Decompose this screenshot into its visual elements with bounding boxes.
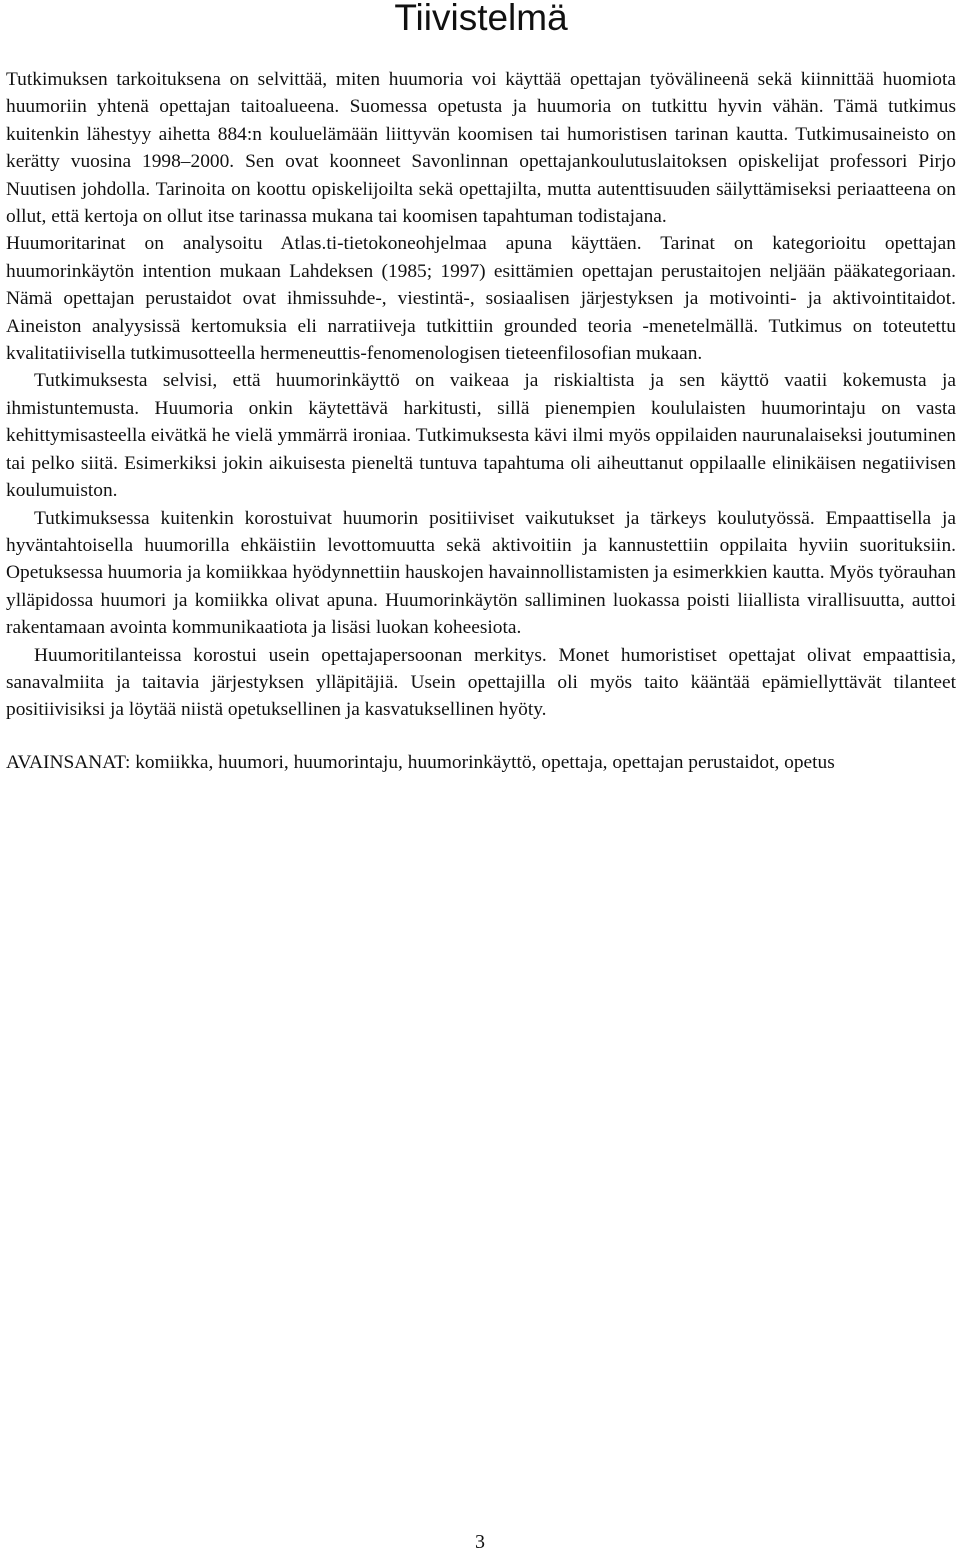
page-title: Tiivistelmä bbox=[394, 0, 568, 38]
paragraph-1: Tutkimuksen tarkoituksena on selvittää, miten huumoria voi käyttää opettajan työvälineenä sekä kiinnittää huomiota huumoriin yhtenä opettajan taitoalueena. Suomessa opetusta ja huumoria on tutkittu hyvin vähän. Tämä tutkimus kuitenkin lähestyy aihetta 884:n kouluelämään liittyvän koomisen tai humoristisen tarinan kautta. Tutkimusaineisto on kerätty vuosina 1998–2000. Sen ovat koonneet Savonlinnan opettajankoulutuslaitoksen opiskelijat professori Pirjo Nuutisen johdolla. Tarinoita on koottu opiskelijoilta sekä opettajilta, mutta autenttisuuden säilyttämiseksi periaatteena on ollut, että kertoja on ollut itse tarinassa mukana tai koomisen tapahtuman todistajana. bbox=[6, 69, 956, 228]
keywords: AVAINSANAT: komiikka, huumori, huumorintaju, huumorinkäyttö, opettaja, opettajan perustaidot, opetus bbox=[6, 751, 835, 773]
document-page bbox=[6, 0, 956, 776]
paragraph-2: Huumoritarinat on analysoitu Atlas.ti-tietokoneohjelmaa apuna käyttäen. Tarinat on kategorioitu opettajan huumorinkäytön intention mukaan Lahdeksen (1985; 1997) esittämien opettajan perustaitojen neljään pääkategoriaan. Nämä opettajan perustaidot ovat ihmissuhde-, viestintä-, sosiaalisen järjestyksen ja motivointi- ja aktivointitaidot. Aineiston analyysissä kertomuksia eli narratiiveja tutkittiin grounded teoria -menetelmällä. Tutkimus on toteutettu kvalitatiivisella tutkimusotteella hermeneuttis-fenomenologisen tieteenfilosofian mukaan. bbox=[6, 233, 956, 365]
page-number: 3 bbox=[475, 1531, 485, 1553]
abstract-body bbox=[6, 66, 956, 724]
paragraph-4: Tutkimuksessa kuitenkin korostuivat huumorin positiiviset vaikutukset ja tärkeys koulutyössä. Empaattisella ja hyväntahtoisella huumorilla ehkäistiin levottomuutta sekä aktivoitiin ja kannustettiin oppilaita hyviin suorituksiin. Opetuksessa huumoria ja komiikkaa hyödynnettiin hauskojen havainnollistamisten ja esimerkkien kautta. Myös työrauhan ylläpidossa huumori ja komiikka olivat apuna. Huumorinkäytön salliminen luokassa poisti liiallista virallisuutta, auttoi rakentamaan avointa kommunikaatiota ja lisäsi luokan koheesiota. bbox=[6, 507, 956, 639]
paragraph-5: Huumoritilanteissa korostui usein opettajapersoonan merkitys. Monet humoristiset opettajat olivat empaattisia, sanavalmiita ja taitavia järjestyksen ylläpitäjiä. Usein opettajilla oli myös taito kääntää epämiellyttävät tilanteet positiivisiksi ja löytää niistä opetuksellinen ja kasvatuksellinen hyöty. bbox=[6, 644, 956, 721]
paragraph-3: Tutkimuksesta selvisi, että huumorinkäyttö on vaikeaa ja riskialtista ja sen käyttö vaatii kokemusta ja ihmistuntemusta. Huumoria onkin käytettävä harkitusti, sillä pienempien koululaisten huumorintaju on vasta kehittymisasteella eivätkä he vielä ymmärrä ironiaa. Tutkimuksesta kävi ilmi myös oppilaiden naurunalaiseksi joutuminen tai pelko siitä. Esimerkiksi jokin aikuisesta pieneltä tuntuva tapahtuma oli aiheuttanut oppilaalle elinikäisen negatiivisen koulumuiston. bbox=[6, 370, 956, 502]
